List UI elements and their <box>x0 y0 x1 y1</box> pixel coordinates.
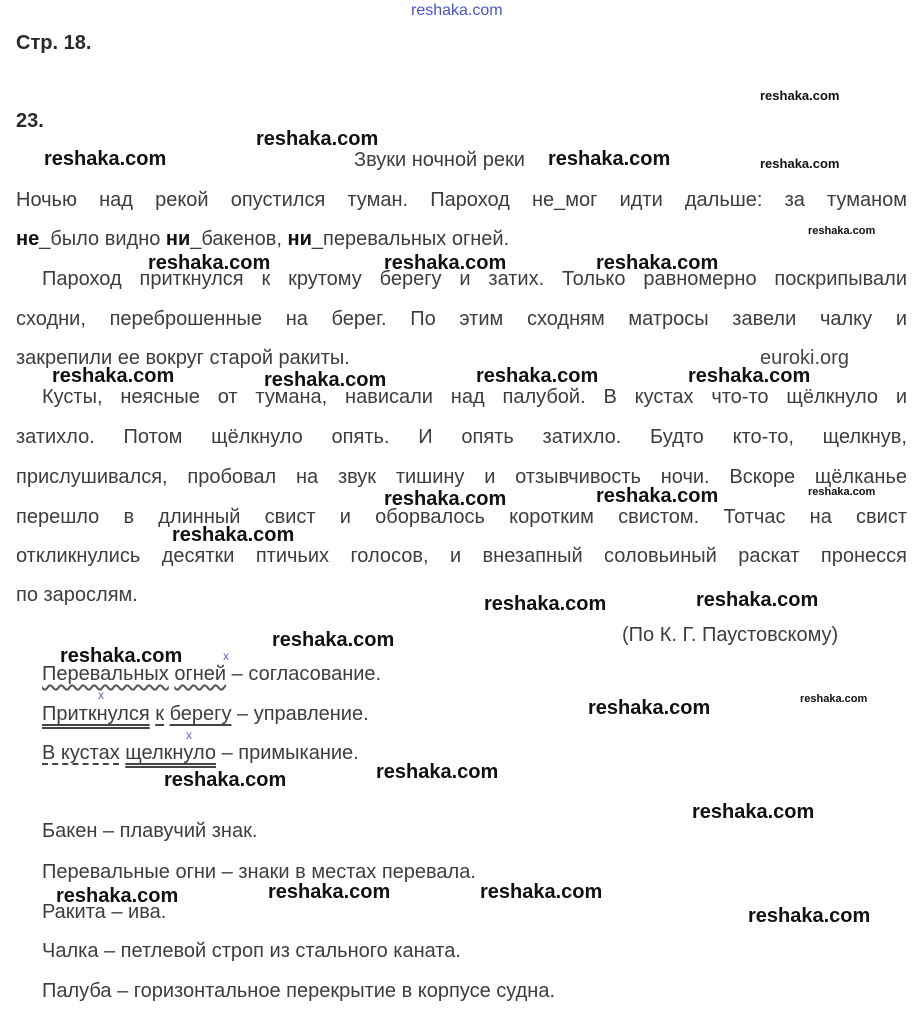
watermark: reshaka.com <box>688 365 811 387</box>
watermark: reshaka.com <box>808 225 876 237</box>
watermark-top: reshaka.com <box>411 2 503 19</box>
dependent-word: В кустах <box>42 742 120 764</box>
watermark: reshaka.com <box>548 148 671 170</box>
text-line: по зарослям. <box>16 584 138 606</box>
watermark: reshaka.com <box>256 128 379 150</box>
watermark: reshaka.com <box>760 156 840 171</box>
text-fragment: _было видно <box>39 228 166 250</box>
glossary-item: Чалка – петлевой строп из стального каната. <box>42 940 461 962</box>
glossary-item: Палуба – горизонтальное перекрытие в корпусе судна. <box>42 980 556 1002</box>
watermark: reshaka.com <box>264 369 387 391</box>
watermark: reshaka.com <box>164 769 287 791</box>
text-line: Кусты, неясные от тумана, нависали над палубой. В кустах что-то щёлкнуло и <box>42 387 907 407</box>
x-mark: x <box>186 728 192 742</box>
watermark: reshaka.com <box>480 881 603 903</box>
watermark: reshaka.com <box>476 365 599 387</box>
main-word: Приткнулся <box>42 703 150 725</box>
text-line: прислушивался, пробовал на звук тишину и отзывчивость ночи. Вскоре щёлканье <box>16 467 907 487</box>
source-attribution: (По К. Г. Паустовскому) <box>622 624 839 646</box>
phrase-line <box>42 704 369 724</box>
watermark: reshaka.com <box>760 88 840 103</box>
page-label: Стр. 18. <box>16 32 92 54</box>
exercise-number: 23. <box>16 110 44 132</box>
text-line: Пароход приткнулся к крутому берегу и затих. Только равномерно поскрипывали <box>42 269 907 289</box>
main-word: щелкнуло <box>125 742 217 764</box>
text-fragment: _бакенов, <box>190 228 288 250</box>
text-line: сходни, переброшенные на берег. По этим сходням матросы завели чалку и <box>16 309 907 329</box>
watermark: reshaka.com <box>748 905 871 927</box>
glossary-item: Ракита – ива. <box>42 901 167 923</box>
watermark: reshaka.com <box>384 488 507 510</box>
watermark: reshaka.com <box>692 801 815 823</box>
watermark: reshaka.com <box>60 645 183 667</box>
text-fragment: _перевальных огней. <box>311 228 510 250</box>
watermark: reshaka.com <box>52 365 175 387</box>
watermark: reshaka.com <box>148 252 271 274</box>
watermark: euroki.org <box>760 347 849 369</box>
glossary-item: Перевальные огни – знаки в местах перевала. <box>42 861 476 883</box>
watermark: reshaka.com <box>44 148 167 170</box>
x-mark: x <box>98 688 104 702</box>
emphasis: ни <box>287 228 312 250</box>
watermark: reshaka.com <box>596 252 719 274</box>
phrase-line <box>42 743 359 763</box>
text-line: закрепили ее вокруг старой ракиты. <box>16 347 350 369</box>
text-line <box>16 229 509 249</box>
watermark: reshaka.com <box>376 761 499 783</box>
watermark: reshaka.com <box>172 524 295 546</box>
watermark: reshaka.com <box>272 629 395 651</box>
text-title: Звуки ночной реки <box>354 149 525 171</box>
glossary-item: Бакен – плавучий знак. <box>42 820 258 842</box>
x-mark: x <box>223 649 229 663</box>
watermark: reshaka.com <box>56 885 179 907</box>
emphasis: ни <box>165 228 191 250</box>
text-line: откликнулись десятки птичьих голосов, и внезапный соловьиный раскат пронесся <box>16 546 907 566</box>
phrase-type: – согласование. <box>226 663 382 685</box>
watermark: reshaka.com <box>696 589 819 611</box>
watermark: reshaka.com <box>384 252 507 274</box>
dependent-word: берегу <box>169 703 232 725</box>
phrase-type: – примыкание. <box>216 742 359 764</box>
dependent-word: Перевальных <box>42 663 169 685</box>
phrase-type: – управление. <box>231 703 369 725</box>
text-line: затихло. Потом щёлкнуло опять. И опять затихло. Будто кто-то, щелкнув, <box>16 427 907 447</box>
watermark: reshaka.com <box>596 485 719 507</box>
watermark: reshaka.com <box>268 881 391 903</box>
watermark: reshaka.com <box>484 593 607 615</box>
preposition: к <box>155 703 164 725</box>
watermark: reshaka.com <box>800 693 868 705</box>
watermark: reshaka.com <box>808 486 876 498</box>
emphasis: не <box>16 228 40 250</box>
text-line: Ночью над рекой опустился туман. Пароход не_мог идти дальше: за туманом <box>16 190 907 210</box>
watermark: reshaka.com <box>588 697 711 719</box>
main-word: огней <box>174 663 227 685</box>
text-line: перешло в длинный свист и оборвалось коротким свистом. Тотчас на свист <box>16 507 907 527</box>
